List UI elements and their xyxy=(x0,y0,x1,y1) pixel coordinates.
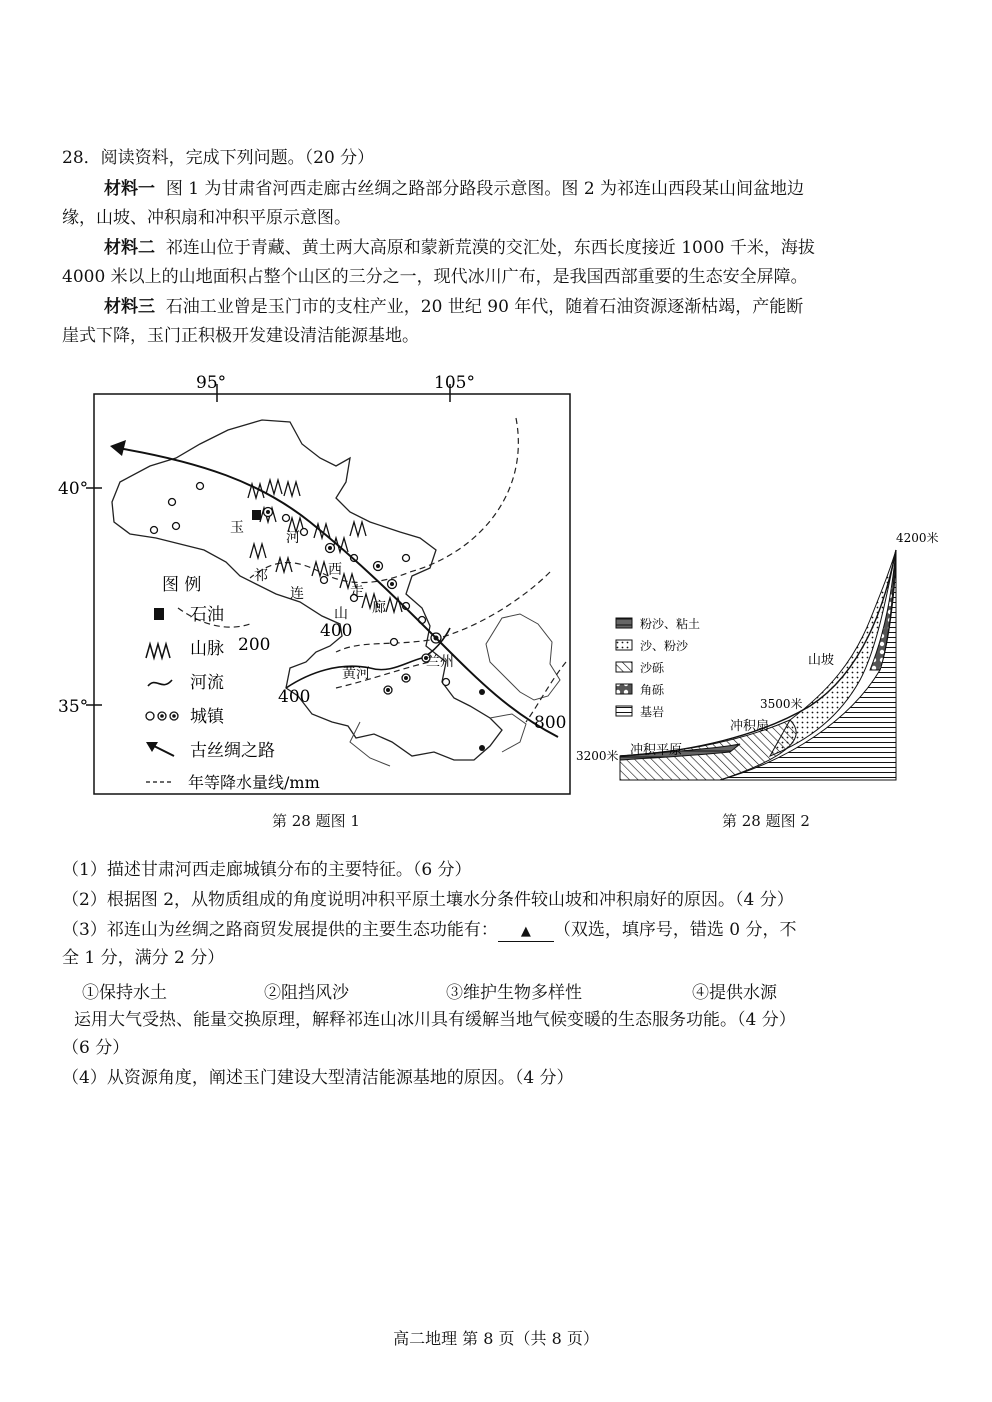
height-4200: 4200米 xyxy=(896,531,939,545)
label-lian: 连 xyxy=(290,586,304,602)
material-3-line-1 xyxy=(104,295,803,319)
page-footer: 高二地理 第 8 页（共 8 页） xyxy=(393,1329,599,1348)
lon-105-label: 105° xyxy=(434,373,475,393)
material-2-text: 祁连山位于青藏、黄土两大高原和蒙新荒漠的交汇处，东西长度接近 1000 千米，海拔 xyxy=(165,238,815,258)
question-3-line-3: 运用大气受热、能量交换原理，解释祁连山冰川具有缓解当地气候变暖的生态服务功能。（4 分） xyxy=(74,1010,796,1030)
question-3-instructions: （双选，填序号，错选 0 分，不 xyxy=(553,920,797,940)
legend-oil: 石油 xyxy=(190,605,224,625)
label-shan: 山 xyxy=(334,606,348,622)
label-xi: 西 xyxy=(328,562,342,578)
label-he: 河 xyxy=(286,530,300,546)
label-iso400a: 400 xyxy=(320,621,353,641)
question-3-points: （6 分） xyxy=(62,1038,130,1058)
legend-mountain: 山脉 xyxy=(190,639,224,659)
option-1: ①保持水土 xyxy=(82,983,167,1003)
legend-isohyet: 年等降水量线/mm xyxy=(188,773,320,792)
label-iso800: 800 xyxy=(534,713,567,733)
legend2-breccia-symbol xyxy=(616,684,632,694)
label-slope: 山坡 xyxy=(808,653,835,668)
lat-40-label: 40° xyxy=(58,479,89,499)
question-4: （4）从资源角度，阐述玉门建设大型清洁能源基地的原因。（4 分） xyxy=(62,1068,574,1088)
legend2-silt-symbol xyxy=(616,618,632,628)
label-iso400b: 400 xyxy=(278,687,311,707)
legend-town: 城镇 xyxy=(190,707,224,727)
fig2-caption: 第 28 题图 2 xyxy=(722,812,810,830)
question-1: （1）描述甘肃河西走廊城镇分布的主要特征。（6 分） xyxy=(62,860,472,880)
legend-road: 古丝绸之路 xyxy=(190,741,275,761)
label-plain: 冲积平原 xyxy=(630,743,683,758)
question-3-line-1 xyxy=(62,918,796,942)
alluvial-section-figure xyxy=(576,520,970,790)
lon-95-label: 95° xyxy=(196,373,227,393)
legend2-sand: 沙、粉沙 xyxy=(640,639,689,653)
option-3: ③维护生物多样性 xyxy=(446,983,582,1003)
material-3-label: 材料三 xyxy=(104,297,155,317)
material-3-text: 石油工业曾是玉门市的支柱产业，20 世纪 90 年代，随着石油资源逐渐枯竭，产能断 xyxy=(165,297,804,317)
label-lanzhou: 兰州 xyxy=(426,654,454,670)
legend2-silt: 粉沙、粘土 xyxy=(640,617,701,631)
label-qi: 祁 xyxy=(254,568,268,584)
legend2-breccia: 角砾 xyxy=(640,683,665,697)
material-2-line-1 xyxy=(104,236,815,260)
label-huanghe: 黄河 xyxy=(342,666,370,682)
gansu-map-figure xyxy=(50,362,580,802)
lat-35-label: 35° xyxy=(58,697,89,717)
question-3-line-2: 全 1 分，满分 2 分） xyxy=(62,948,225,968)
material-1-line-2: 缘，山坡、冲积扇和冲积平原示意图。 xyxy=(62,208,351,228)
question-title: 28．阅读资料，完成下列问题。（20 分） xyxy=(62,148,375,168)
option-2: ②阻挡风沙 xyxy=(264,983,349,1003)
legend-river: 河流 xyxy=(190,673,224,693)
material-1-text: 图 1 为甘肃省河西走廊古丝绸之路部分路段示意图。图 2 为祁连山西段某山间盆地边 xyxy=(165,179,805,199)
material-2-line-2: 4000 米以上的山地面积占整个山区的三分之一，现代冰川广布，是我国西部重要的生态安全屏障。 xyxy=(62,267,808,287)
legend2-gravel: 沙砾 xyxy=(640,661,665,675)
height-3200: 3200米 xyxy=(576,749,619,763)
material-1-line-1 xyxy=(104,177,804,201)
label-lang: 廊 xyxy=(372,600,386,616)
label-iso200: 200 xyxy=(238,635,271,655)
label-fan: 冲积扇 xyxy=(730,719,770,734)
fig1-caption: 第 28 题图 1 xyxy=(272,812,360,830)
yumen-oil-marker xyxy=(252,510,261,520)
legend2-sand-symbol xyxy=(616,640,632,650)
question-2: （2）根据图 2，从物质组成的角度说明冲积平原土壤水分条件较山坡和冲积扇好的原因。（4 分） xyxy=(62,890,794,910)
material-2-label: 材料二 xyxy=(104,238,155,258)
legend-oil-symbol xyxy=(154,608,164,620)
answer-blank[interactable]: ▲ xyxy=(498,923,554,942)
material-1-label: 材料一 xyxy=(104,179,155,199)
material-3-line-2: 崖式下降，玉门正积极开发建设清洁能源基地。 xyxy=(62,326,419,346)
legend2-bedrock-symbol xyxy=(616,706,632,716)
height-3500: 3500米 xyxy=(760,697,803,711)
label-yu: 玉 xyxy=(230,520,244,536)
option-4: ④提供水源 xyxy=(692,983,777,1003)
legend-title: 图 例 xyxy=(162,575,202,595)
legend2-gravel-symbol xyxy=(616,662,632,672)
legend2-bedrock: 基岩 xyxy=(640,705,665,719)
label-zou: 走 xyxy=(350,584,364,600)
question-3-prompt: （3）祁连山为丝绸之路商贸发展提供的主要生态功能有： xyxy=(62,920,498,940)
